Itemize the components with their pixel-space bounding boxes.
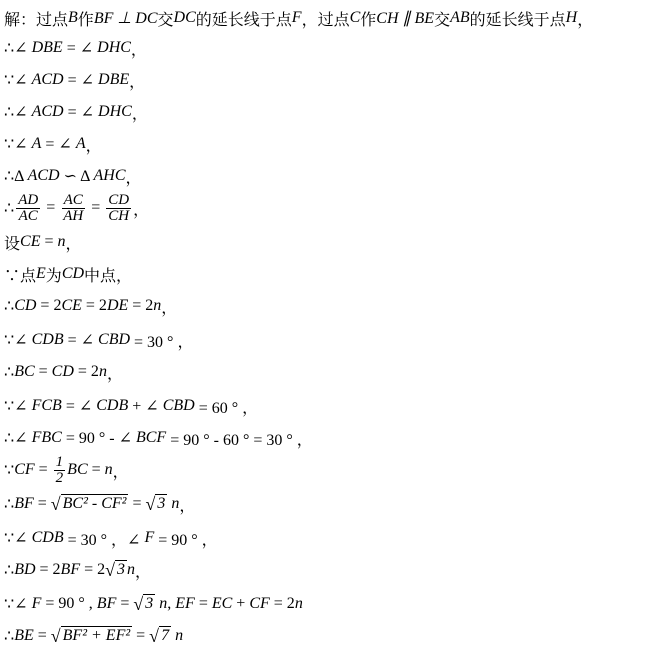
radicand: 3 bbox=[117, 561, 126, 578]
fraction-denominator: AH bbox=[63, 207, 84, 224]
radical-sign: √ bbox=[145, 494, 156, 514]
square-root bbox=[51, 494, 129, 514]
text-run: = 2 bbox=[269, 595, 295, 612]
math-symbol: ACD bbox=[31, 71, 64, 88]
math-symbol: BC bbox=[14, 363, 35, 380]
text-run: ， bbox=[161, 299, 178, 317]
text-run: = bbox=[116, 595, 134, 612]
text-run: = bbox=[132, 627, 150, 644]
radicand: BF² + EF² bbox=[62, 627, 131, 644]
fraction-numerator: AC bbox=[63, 191, 83, 208]
text-run: ， bbox=[129, 73, 146, 91]
math-symbol: ACD bbox=[27, 167, 60, 184]
math-symbol: BF bbox=[60, 561, 81, 578]
math-symbol: CD bbox=[51, 363, 74, 380]
text-run: ∵∠ bbox=[4, 530, 32, 547]
radicand: 7 bbox=[161, 627, 170, 644]
math-symbol: BD bbox=[14, 561, 36, 578]
text-run: = ∠ bbox=[61, 398, 97, 415]
math-symbol: BF ⊥ DC bbox=[93, 10, 158, 27]
text-run: ， bbox=[133, 201, 150, 219]
text-run: 解：过点 bbox=[4, 11, 69, 29]
solution-line bbox=[4, 424, 313, 452]
math-symbol: n bbox=[98, 363, 107, 380]
solution-line bbox=[4, 622, 183, 650]
square-root bbox=[133, 594, 155, 614]
text-run: = 2 bbox=[81, 297, 107, 314]
text-run: = ∠ bbox=[62, 40, 98, 57]
math-symbol: CDB bbox=[31, 331, 64, 348]
text-run: ∵点 bbox=[4, 267, 37, 285]
solution-line bbox=[4, 524, 218, 552]
text-run: ∴∠ bbox=[4, 40, 32, 57]
text-run: ， bbox=[179, 497, 196, 515]
text-run: = ∠ bbox=[63, 72, 99, 89]
fraction-numerator: CD bbox=[108, 191, 130, 208]
fraction-denominator: 2 bbox=[55, 469, 64, 486]
solution-line bbox=[4, 191, 150, 224]
fraction-numerator: 1 bbox=[55, 453, 64, 470]
square-root bbox=[51, 626, 132, 646]
math-symbol: CBD bbox=[162, 397, 195, 414]
text-run: = ∠ bbox=[41, 136, 76, 153]
text-run: = 2 bbox=[36, 297, 62, 314]
math-symbol: n bbox=[104, 461, 113, 478]
fraction bbox=[16, 193, 40, 224]
math-symbol: n bbox=[127, 561, 136, 578]
solution-line bbox=[4, 556, 151, 584]
text-run: ，过点 bbox=[301, 11, 350, 29]
text-run: 设 bbox=[4, 235, 21, 253]
math-symbol: F bbox=[291, 9, 302, 26]
radical-sign: √ bbox=[149, 626, 160, 646]
solution-line bbox=[4, 490, 195, 518]
math-symbol: EC bbox=[211, 595, 233, 612]
fraction bbox=[106, 193, 131, 224]
math-symbol: FBC bbox=[31, 429, 62, 446]
text-run: ∴ bbox=[4, 628, 15, 645]
math-symbol: DHC bbox=[98, 103, 132, 120]
math-symbol: CDB bbox=[96, 397, 129, 414]
text-run: ∵∠ bbox=[4, 596, 32, 613]
text-run: = 90 ° - 60 ° = 30 ° ， bbox=[166, 431, 313, 449]
math-symbol: CF bbox=[249, 595, 270, 612]
math-symbol: F bbox=[144, 529, 155, 546]
math-symbol: AB bbox=[450, 9, 470, 26]
text-run: ， bbox=[125, 169, 142, 187]
radicand: 3 bbox=[157, 495, 166, 512]
math-symbol: BF bbox=[14, 495, 34, 512]
radical-sign: √ bbox=[50, 494, 61, 514]
text-run: 交 bbox=[157, 11, 174, 29]
text-run: ∴∠ bbox=[4, 104, 32, 121]
text-run: + bbox=[232, 595, 250, 612]
text-run: = bbox=[34, 461, 52, 478]
text-run: = 90 ° , bbox=[41, 595, 97, 612]
text-run: = bbox=[194, 595, 212, 612]
math-symbol: C bbox=[349, 9, 361, 26]
math-symbol: EF bbox=[175, 595, 195, 612]
text-run: 作 bbox=[360, 11, 377, 29]
square-root bbox=[149, 626, 171, 646]
math-symbol: n bbox=[153, 297, 162, 314]
text-run: , bbox=[167, 595, 176, 612]
text-run: = bbox=[33, 495, 51, 512]
math-symbol: DHC bbox=[97, 39, 131, 56]
solution-line bbox=[4, 34, 147, 62]
text-run: = bbox=[40, 233, 58, 250]
math-symbol: F bbox=[31, 595, 42, 612]
math-symbol: AHC bbox=[93, 167, 126, 184]
square-root bbox=[105, 560, 127, 580]
text-run: = 2 bbox=[35, 561, 61, 578]
math-symbol: CD bbox=[14, 297, 37, 314]
solution-line bbox=[4, 326, 193, 354]
fraction bbox=[54, 455, 66, 486]
text-run: ∴Δ bbox=[4, 168, 28, 185]
math-symbol: H bbox=[565, 9, 578, 26]
solution-line bbox=[4, 98, 148, 126]
math-symbol: BF bbox=[96, 595, 117, 612]
text-run: = ∠ bbox=[63, 104, 99, 121]
solution-line bbox=[4, 130, 102, 158]
text-run: = 90 ° ， bbox=[154, 531, 218, 549]
text-run: = 90 ° - ∠ bbox=[61, 430, 136, 447]
solution-line bbox=[4, 228, 82, 256]
math-symbol: A bbox=[75, 135, 86, 152]
math-symbol: n bbox=[155, 595, 168, 612]
math-symbol: B bbox=[68, 9, 78, 26]
math-symbol: n bbox=[294, 595, 303, 612]
text-run: ， bbox=[131, 105, 148, 123]
math-symbol: n bbox=[167, 495, 180, 512]
radical-sign: √ bbox=[105, 560, 116, 580]
text-run: ， bbox=[135, 563, 152, 581]
math-symbol: BE bbox=[14, 627, 34, 644]
text-run: 的延长线于点 bbox=[195, 11, 292, 29]
math-symbol: CD bbox=[61, 265, 85, 282]
text-run: = 2 bbox=[80, 561, 106, 578]
fraction-denominator: CH bbox=[108, 207, 130, 224]
fraction-numerator: AD bbox=[18, 191, 39, 208]
text-run: ， bbox=[130, 41, 147, 59]
fraction bbox=[61, 193, 85, 224]
text-run: ∵∠ bbox=[4, 398, 32, 415]
solution-line bbox=[4, 162, 142, 190]
text-run: 中点， bbox=[84, 267, 133, 285]
text-run: ∵∠ bbox=[4, 332, 32, 349]
math-symbol: CF bbox=[14, 461, 35, 478]
math-symbol: CE bbox=[61, 297, 82, 314]
text-run: ∵∠ bbox=[4, 72, 32, 89]
text-run: ∴ bbox=[4, 298, 15, 315]
math-symbol: CH ∥ BE bbox=[376, 10, 435, 27]
text-run: ， bbox=[106, 365, 123, 383]
text-run: 作 bbox=[77, 11, 94, 29]
text-run: = bbox=[87, 461, 105, 478]
text-run: ， bbox=[65, 235, 82, 253]
text-run: ∵ bbox=[4, 462, 15, 479]
text-run: = bbox=[42, 199, 60, 216]
radical-sign: √ bbox=[50, 626, 61, 646]
math-symbol: CBD bbox=[98, 331, 131, 348]
solution-line bbox=[4, 392, 258, 420]
math-symbol: E bbox=[36, 265, 46, 282]
radical-sign: √ bbox=[133, 594, 144, 614]
solution-line bbox=[4, 590, 303, 618]
text-run: ∴ bbox=[4, 562, 15, 579]
text-run: = 30 ° ， bbox=[130, 333, 194, 351]
text-run: ∴∠ bbox=[4, 430, 32, 447]
text-run: 交 bbox=[434, 11, 451, 29]
text-run: ∵∠ bbox=[4, 136, 32, 153]
math-symbol: DE bbox=[106, 297, 129, 314]
math-symbol: ACD bbox=[31, 103, 64, 120]
solution-line bbox=[4, 260, 132, 288]
text-run: + ∠ bbox=[128, 398, 163, 415]
math-symbol: DC bbox=[173, 9, 196, 26]
solution-line bbox=[4, 453, 129, 486]
text-run: = ∠ bbox=[63, 332, 99, 349]
text-run: = 2 bbox=[73, 363, 99, 380]
math-symbol: BCF bbox=[135, 429, 167, 446]
math-symbol: n bbox=[171, 627, 184, 644]
math-symbol: A bbox=[31, 135, 42, 152]
math-symbol: CDB bbox=[31, 529, 64, 546]
text-run: = bbox=[87, 199, 105, 216]
math-symbol: DBE bbox=[31, 39, 63, 56]
math-symbol: DBE bbox=[98, 71, 130, 88]
square-root bbox=[146, 494, 168, 514]
radicand: BC² - CF² bbox=[62, 495, 127, 512]
radicand: 3 bbox=[145, 595, 154, 612]
solution-line bbox=[4, 358, 123, 386]
math-symbol: CE bbox=[20, 233, 41, 250]
text-run: 为 bbox=[45, 267, 62, 285]
text-run: ∴ bbox=[4, 364, 15, 381]
text-run: = 2 bbox=[128, 297, 154, 314]
text-run: ， bbox=[112, 463, 129, 481]
text-run: = 30 ° ，∠ bbox=[63, 531, 145, 549]
solution-line bbox=[4, 66, 145, 94]
fraction-denominator: AC bbox=[18, 207, 38, 224]
text-run: = 60 ° ， bbox=[194, 399, 259, 417]
text-run: ∴ bbox=[4, 496, 15, 513]
solution-line bbox=[4, 4, 593, 32]
text-run: ， bbox=[85, 137, 102, 155]
text-run: ∴ bbox=[4, 200, 15, 217]
text-run: 的延长线于点 bbox=[469, 11, 566, 29]
text-run: = bbox=[33, 627, 51, 644]
math-symbol: FCB bbox=[31, 397, 62, 414]
text-run: = bbox=[128, 495, 146, 512]
text-run: = bbox=[34, 363, 52, 380]
text-run: ∽ Δ bbox=[59, 168, 94, 185]
text-run: ， bbox=[577, 11, 594, 29]
solution-line bbox=[4, 292, 177, 320]
math-symbol: BC bbox=[67, 461, 88, 478]
math-symbol: n bbox=[57, 233, 66, 250]
